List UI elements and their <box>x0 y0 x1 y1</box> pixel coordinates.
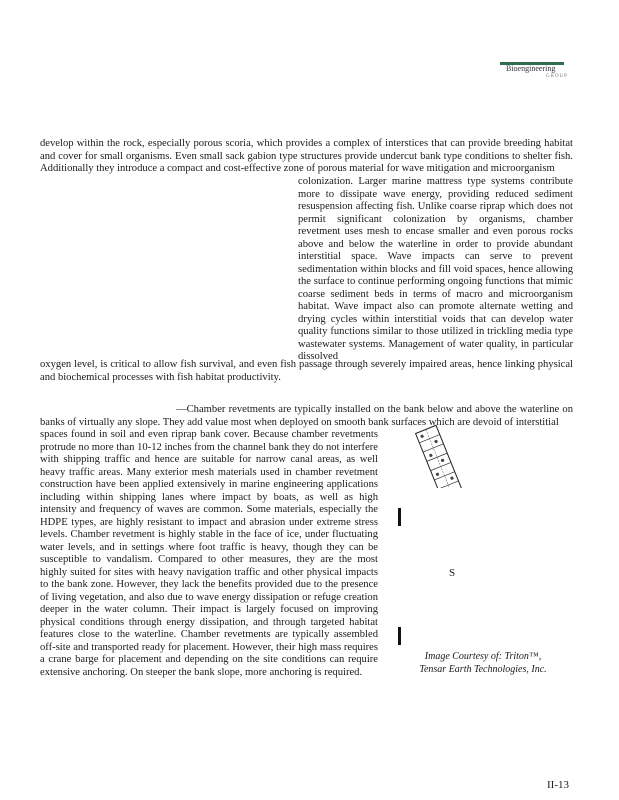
figure-caption <box>413 651 553 676</box>
figure-caption-line2: Tensar Earth Technologies, Inc. <box>419 663 547 675</box>
paragraph-habitat-intro: develop within the rock, especially porous scoria, which provides a complex of interstices that can provide breeding habitat and cover for small organisms. Even small sack gabion type structures provide undercut bank type conditions to shelter fish. Additionally they introduce a compact and cost-effective zone of porous material for wave mitigation and microorganism <box>40 138 573 174</box>
paragraph-colonization: colonization. Larger marine mattress type systems contribute more to dissipate wave energy, providing reduced sediment resuspension affecting fish. Unlike coarse riprap which does not permit significant colonization by organisms, chamber revetment uses mesh to encase smaller and even porous rocks above and below the waterline in order to provide abundant interstitial space. Wave impacts can serve to prevent sedimentation within blocks and fill void spaces, hence allowing the surface to continue performing ongoing functions that mimic coarse sediment beds in terms of macro and microorganism habitat. Wave impact also can promote alternate wetting and drying cycles within interstitial voids that can develop water quality functions similar to those utilized in trickling media type wastewater systems. Management of water quality, in particular dissolved <box>298 176 573 362</box>
paragraph-chamber-revetments-lead: —Chamber revetments are typically installed on the bank below and above the waterline on banks of virtually any slope. They add value most when deployed on smooth bank surfaces which are devoid of interstitial <box>40 404 573 428</box>
header-logo <box>500 62 580 79</box>
margin-marker-bottom <box>398 627 401 645</box>
logo-subtext: GROUP <box>546 74 568 79</box>
figure-side-letter: S <box>449 567 456 579</box>
paragraph-oxygen: oxygen level, is critical to allow fish survival, and even fish passage through severely impaired areas, hence linking physical and biochemical processes with fish habitat productivity. <box>40 359 573 383</box>
figure-caption-line1: Image Courtesy of: Triton™, <box>424 651 542 662</box>
logo-text: Bioengineering <box>506 64 556 73</box>
paragraph-chamber-revetments: spaces found in soil and even riprap bank cover. Because chamber revetments protrude no more than 10-12 inches from the channel bank they do not interfere with shipping traffic and hence are suitable for narrow canal areas, as well heavy traffic areas. Many exterior mesh materials used in chamber revetment construction have been applied extensively in marine engineering applications including within shipping lanes where impact by boats, as well as high intensity and frequency of waves are common. Some materials, especially the HDPE types, are highly resistant to impact and abrasion under extreme stress levels. Chamber revetment is highly stable in the face of ice, under fluctuating water levels, and in settings where foot traffic is heavy, though they can be susceptible to vandalism. Compared to other measures, they are the most highly suited for sites with heavy navigation traffic and other physical impacts to the bank zone. However, they lack the benefits provided due to the presence of living vegetation, and also due to wave energy dissipation or refuge creation deeper in the water column. Their impact is largely focused on improving physical conditions through energy dissipation, and through targeted habitat features close to the waterline. Chamber revetments are typically assembled off-site and transported ready for placement. However, their high mass requires a crane barge for placement and depending on the site conditions can require extensive anchoring. On steeper the bank slope, more anchoring is required. <box>40 429 379 678</box>
chamber-revetment-figure <box>405 418 555 488</box>
margin-marker-top <box>398 508 401 526</box>
page-number: II-13 <box>547 779 569 791</box>
